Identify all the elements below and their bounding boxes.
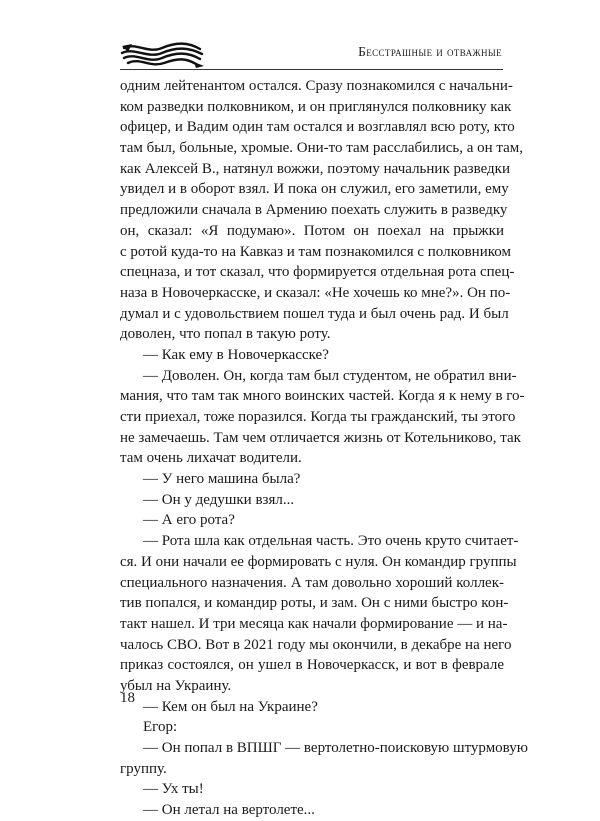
text-line: ся. И они начали ее формировать с нуля. Он командир группы: [120, 553, 517, 570]
text-line: — Доволен. Он, когда там был студентом, не обратил вни-: [143, 367, 517, 384]
text-line: тив попался, и командир роты, и зам. Он с ними быстро кон-: [120, 595, 509, 612]
text-line: он, сказал: «Я подумаю». Потом он поехал на прыжки: [120, 222, 504, 239]
text-line: — Кем он был на Украине?: [143, 698, 318, 715]
text-line: — Ух ты!: [143, 781, 204, 798]
ribbon-ornament-icon: [120, 40, 204, 70]
text-line: чалось СВО. Вот в 2021 году мы окончили, в декабре на него: [120, 636, 512, 653]
text-line: с ротой куда-то на Кавказ и там познакомился с полковником: [120, 243, 511, 260]
text-line: Егор:: [143, 719, 178, 736]
text-line: там был, больные, хромые. Они-то там расслабились, а он там,: [120, 140, 524, 157]
text-line: — У него машина была?: [143, 471, 301, 488]
text-line: специального назначения. А там довольно хороший коллек-: [120, 574, 504, 591]
text-line: — Рота шла как отдельная часть. Это очень круто считает-: [143, 533, 519, 550]
page-number: 18: [120, 690, 135, 706]
text-line: сти приехал, тоже поразился. Когда ты гражданский, ты этого: [120, 409, 516, 425]
text-line: одним лейтенантом остался. Сразу познакомился с начальни-: [120, 78, 513, 94]
text-line: как Алексей В., натянул вожжи, поэтому начальник разведки: [120, 160, 510, 177]
text-line: увидел и в оборот взял. И пока он служил, его заметили, ему: [120, 181, 509, 198]
text-line: думал и с удовольствием пошел туда и был очень рад. И был: [120, 305, 509, 322]
text-line: такт нашел. И три месяца как начали формирование — и на-: [120, 615, 508, 632]
text-line: мания, что там так много воинских частей. Когда я к нему в го-: [120, 388, 525, 405]
text-line: там очень лихачат водители.: [120, 450, 302, 467]
text-line: не замечаешь. Там чем отличается жизнь от Котельниково, так: [120, 429, 521, 446]
running-title: Бесстрашные и отважные: [358, 44, 502, 59]
text-line: офицер, и Вадим один там остался и возглавлял всю роту, кто: [120, 119, 515, 136]
text-line: предложили сначала в Армению поехать служить в разведку: [120, 202, 508, 219]
body-text: [120, 76, 528, 821]
text-line: спецназа, и тот сказал, что формируется отдельная рота спец-: [120, 264, 515, 281]
text-line: группу.: [120, 760, 167, 777]
text-line: доволен, что попал в такую роту.: [120, 326, 331, 343]
text-line: — Он летал на вертолете...: [143, 802, 315, 819]
header-rule: [120, 69, 503, 70]
text-line: убыл на Украину.: [120, 677, 232, 694]
text-line: наза в Новочеркасске, и сказал: «Не хочешь ко мне?». Он по-: [120, 284, 511, 301]
text-line: ком разведки полковником, и он приглянулся полковнику как: [120, 98, 512, 115]
text-line: — Он попал в ВПШГ — вертолетно-поисковую штурмовую: [143, 740, 528, 756]
text-line: приказ состоялся, он ушел в Новочеркасск, и вот в феврале: [120, 657, 504, 674]
text-line: — Он у дедушки взял...: [143, 491, 295, 508]
text-line: — А его рота?: [143, 512, 235, 529]
text-line: — Как ему в Новочеркасске?: [143, 346, 329, 363]
